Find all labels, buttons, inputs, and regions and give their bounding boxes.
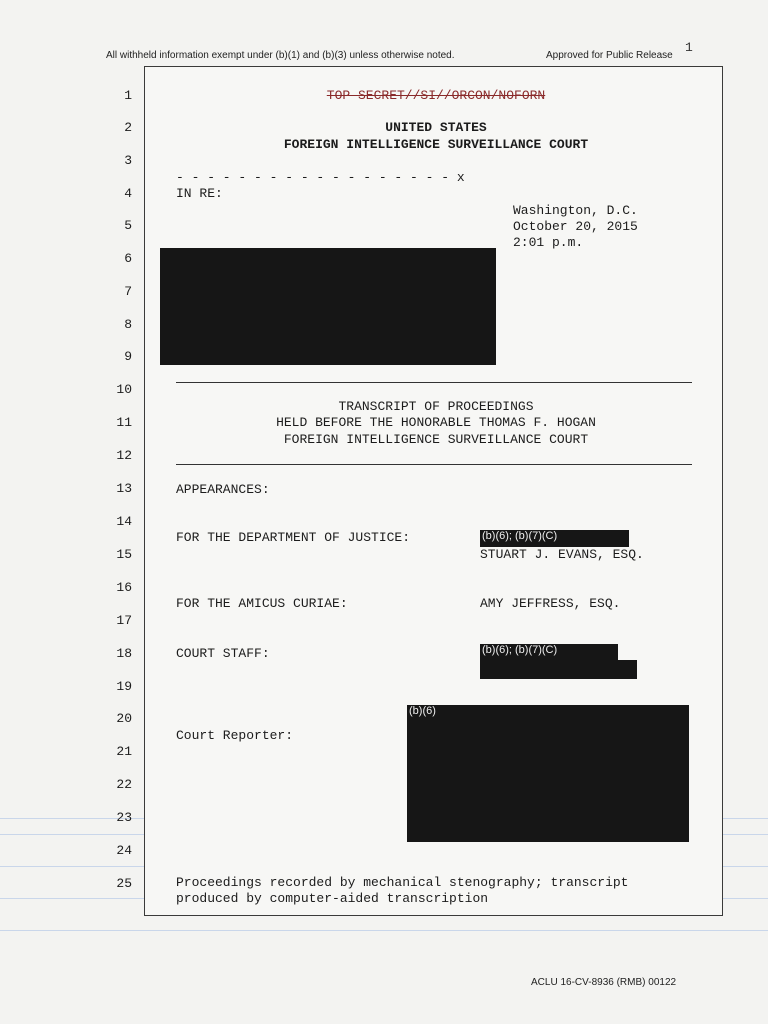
line-number: 24 [116,843,132,858]
hearing-date: October 20, 2015 [513,219,638,234]
stenography-note-line1: Proceedings recorded by mechanical stenography; transcript [176,875,629,890]
appearances-heading: APPEARANCES: [176,482,270,497]
line-number: 2 [124,120,132,135]
line-number: 12 [116,448,132,463]
line-number: 10 [116,382,132,397]
line-number: 21 [116,744,132,759]
page-number: 1 [685,40,693,55]
court-staff-redaction-extra [480,660,637,679]
line-number: 11 [116,415,132,430]
line-number: 3 [124,153,132,168]
line-number: 22 [116,777,132,792]
release-note: Approved for Public Release [546,50,673,61]
line-number: 4 [124,186,132,201]
doj-attorney-name: STUART J. EVANS, ESQ. [480,547,644,562]
stenography-note-line2: produced by computer-aided transcription [176,891,489,906]
transcript-title-line2: HELD BEFORE THE HONORABLE THOMAS F. HOGAN [276,415,596,430]
doj-redaction-code: (b)(6); (b)(7)(C) [482,530,558,542]
bates-number: ACLU 16-CV-8936 (RMB) 00122 [531,977,677,988]
doj-redaction [480,530,629,547]
hearing-time: 2:01 p.m. [513,235,584,250]
court-name-line1: UNITED STATES [385,120,487,135]
line-number: 6 [124,251,132,266]
exemption-note: All withheld information exempt under (b)(1) and (b)(3) unless otherwise noted. [106,50,455,61]
line-number: 16 [116,580,132,595]
amicus-name: AMY JEFFRESS, ESQ. [480,596,621,611]
line-number: 8 [124,317,132,332]
line-number: 9 [124,349,132,364]
line-number: 19 [116,679,132,694]
hearing-location: Washington, D.C. [513,203,638,218]
transcript-title-line1: TRANSCRIPT OF PROCEEDINGS [338,399,534,414]
line-number: 5 [124,218,132,233]
line-number: 18 [116,646,132,661]
court-staff-label: COURT STAFF: [176,646,270,661]
caption-dash-line: - - - - - - - - - - - - - - - - - - x [176,170,465,185]
transcript-title-line3: FOREIGN INTELLIGENCE SURVEILLANCE COURT [283,432,589,447]
amicus-label: FOR THE AMICUS CURIAE: [176,596,348,611]
caption-redaction-block [160,248,496,365]
court-reporter-redaction-code: (b)(6) [409,705,436,717]
court-staff-redaction-code: (b)(6); (b)(7)(C) [482,644,558,656]
line-number: 13 [116,481,132,496]
divider-rule [176,464,692,465]
divider-rule [176,382,692,383]
line-number: 15 [116,547,132,562]
line-number: 23 [116,810,132,825]
scan-artifact [0,930,768,931]
court-staff-redaction [480,644,618,661]
court-name-line2: FOREIGN INTELLIGENCE SURVEILLANCE COURT [283,137,589,152]
court-reporter-redaction [407,705,689,842]
line-number: 17 [116,613,132,628]
doj-label: FOR THE DEPARTMENT OF JUSTICE: [176,530,411,545]
line-number: 7 [124,284,132,299]
line-number: 20 [116,711,132,726]
line-number: 25 [116,876,132,891]
court-reporter-label: Court Reporter: [176,728,294,743]
classification-marking: TOP SECRET//SI//ORCON/NOFORN [326,88,546,103]
line-number: 14 [116,514,132,529]
line-number: 1 [124,88,132,103]
in-re-label: IN RE: [176,186,223,201]
